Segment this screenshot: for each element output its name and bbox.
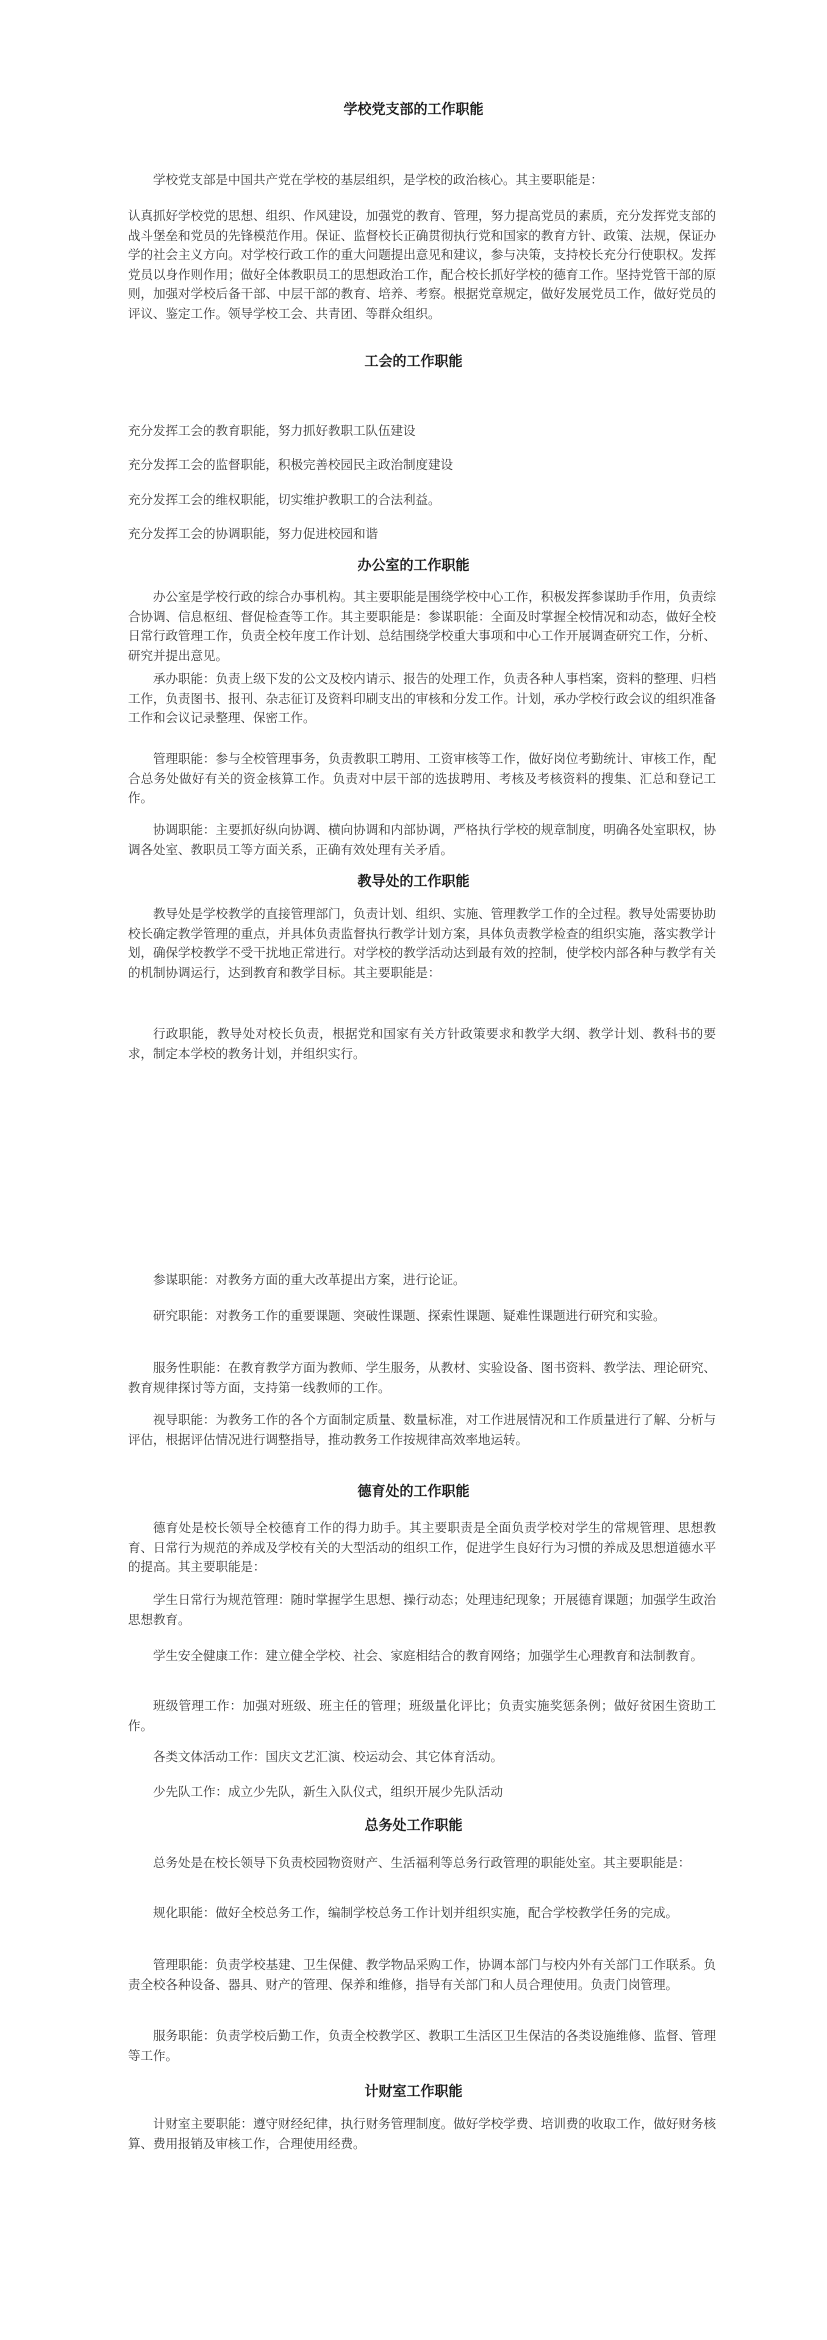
paragraph: 各类文体活动工作：国庆文艺汇演、校运动会、其它体育活动。 xyxy=(153,1749,504,1764)
section-title-academic: 教导处的工作职能 xyxy=(357,874,470,890)
paragraph: 服务性职能：在教育教学方面为教师、学生服务，从教材、实验设备、图书资料、教学法、理论研究、教育规律探讨等方面，支持第一线教师的工作。 xyxy=(128,1360,716,1395)
paragraph: 参谋职能：对教务方面的重大改革提出方案，进行论证。 xyxy=(153,1272,466,1287)
paragraph: 班级管理工作：加强对班级、班主任的管理；班级量化评比；负责实施奖惩条例；做好贫困生资助工作。 xyxy=(128,1698,716,1733)
paragraph: 充分发挥工会的监督职能，积极完善校园民主政治制度建设 xyxy=(128,457,454,472)
paragraph: 认真抓好学校党的思想、组织、作风建设，加强党的教育、管理，努力提高党员的素质，充分发挥党支部的战斗堡垒和党员的先锋模范作用。保证、监督校长正确贯彻执行党和国家的教育方针、政策、法规，保证办学的社会主义方向。对学校行政工作的重大问题提出意见和建议，参与决策，支持校长充分行使职权。发挥党员以身作则作用；做好全体教职员工的思想政治工作，配合校长抓好学校的德育工作。坚持党管干部的原则，加强对学校后备干部、中层干部的教育、培养、考察。根据党章规定，做好发展党员工作，做好党员的评议、鉴定工作。领导学校工会、共青团、等群众组织。 xyxy=(128,208,716,321)
paragraph: 学生安全健康工作：建立健全学校、社会、家庭相结合的教育网络；加强学生心理教育和法制教育。 xyxy=(153,1648,704,1663)
paragraph: 学生日常行为规范管理：随时掌握学生思想、操行动态；处理违纪现象；开展德育课题；加强学生政治思想教育。 xyxy=(128,1592,716,1627)
paragraph: 少先队工作：成立少先队，新生入队仪式，组织开展少先队活动 xyxy=(153,1784,504,1799)
paragraph: 管理职能：负责学校基建、卫生保健、教学物品采购工作，协调本部门与校内外有关部门工作联系。负责全校各种设备、器具、财产的管理、保养和维修，指导有关部门和人员合理使用。负责门岗管理。 xyxy=(128,1957,716,1992)
paragraph: 充分发挥工会的教育职能，努力抓好教职工队伍建设 xyxy=(128,423,416,438)
section-title-office: 办公室的工作职能 xyxy=(357,558,470,574)
paragraph: 充分发挥工会的协调职能，努力促进校园和谐 xyxy=(128,526,379,541)
section-title-party: 学校党支部的工作职能 xyxy=(343,102,484,118)
paragraph: 研究职能：对教务工作的重要课题、突破性课题、探索性课题、疑难性课题进行研究和实验。 xyxy=(153,1308,666,1323)
paragraph: 教导处是学校教学的直接管理部门，负责计划、组织、实施、管理教学工作的全过程。教导处需要协助校长确定教学管理的重点，并具体负责监督执行教学计划方案，具体负责教学检查的组织实施，落实教学计划，确保学校教学不受干扰地正常进行。对学校的教学活动达到最有效的控制，使学校内部各种与教学有关的机制协调运行，达到教育和教学目标。其主要职能是： xyxy=(128,906,716,980)
paragraph: 服务职能：负责学校后勤工作，负责全校教学区、教职工生活区卫生保洁的各类设施维修、监督、管理等工作。 xyxy=(128,2028,716,2063)
paragraph: 管理职能：参与全校管理事务，负责教职工聘用、工资审核等工作，做好岗位考勤统计、审核工作，配合总务处做好有关的资金核算工作。负责对中层干部的选拔聘用、考核及考核资料的搜集、汇总和登记工作。 xyxy=(128,751,716,805)
section-title-finance: 计财室工作职能 xyxy=(364,2084,463,2100)
section-title-general: 总务处工作职能 xyxy=(364,1818,463,1834)
paragraph: 行政职能，教导处对校长负责，根据党和国家有关方针政策要求和教学大纲、教学计划、教科书的要求，制定本学校的教务计划，并组织实行。 xyxy=(128,1026,716,1061)
paragraph: 规化职能：做好全校总务工作，编制学校总务工作计划并组织实施，配合学校教学任务的完成。 xyxy=(153,1905,679,1920)
paragraph: 承办职能：负责上级下发的公文及校内请示、报告的处理工作，负责各种人事档案，资料的整理、归档工作，负责图书、报刊、杂志征订及资料印刷支出的审核和分发工作。计划，承办学校行政会议的组织准备工作和会议记录整理、保密工作。 xyxy=(128,671,716,725)
paragraph: 充分发挥工会的维权职能，切实维护教职工的合法利益。 xyxy=(128,492,441,507)
paragraph: 总务处是在校长领导下负责校园物资财产、生活福利等总务行政管理的职能处室。其主要职能是： xyxy=(153,1855,691,1870)
paragraph: 视导职能：为教务工作的各个方面制定质量、数量标准，对工作进展情况和工作质量进行了解、分析与评估，根据评估情况进行调整指导，推动教务工作按规律高效率地运转。 xyxy=(128,1412,716,1447)
section-title-union: 工会的工作职能 xyxy=(364,354,463,370)
paragraph: 协调职能：主要抓好纵向协调、横向协调和内部协调，严格执行学校的规章制度，明确各处室职权，协调各处室、教职员工等方面关系，正确有效处理有关矛盾。 xyxy=(128,822,716,857)
paragraph: 计财室主要职能：遵守财经纪律，执行财务管理制度。做好学校学费、培训费的收取工作，做好财务核算、费用报销及审核工作，合理使用经费。 xyxy=(128,2116,716,2151)
paragraph: 学校党支部是中国共产党在学校的基层组织，是学校的政治核心。其主要职能是： xyxy=(153,172,604,187)
paragraph: 德育处是校长领导全校德育工作的得力助手。其主要职责是全面负责学校对学生的常规管理、思想教育、日常行为规范的养成及学校有关的大型活动的组织工作，促进学生良好行为习惯的养成及思想道德水平的提高。其主要职能是： xyxy=(128,1520,716,1574)
section-title-moral: 德育处的工作职能 xyxy=(357,1484,470,1500)
paragraph: 办公室是学校行政的综合办事机构。其主要职能是围绕学校中心工作，积极发挥参谋助手作用，负责综合协调、信息枢纽、督促检查等工作。其主要职能是：参谋职能：全面及时掌握全校情况和动态，做好全校日常行政管理工作，负责全校年度工作计划、总结围绕学校重大事项和中心工作开展调查研究工作，分析、研究并提出意见。 xyxy=(128,589,716,663)
